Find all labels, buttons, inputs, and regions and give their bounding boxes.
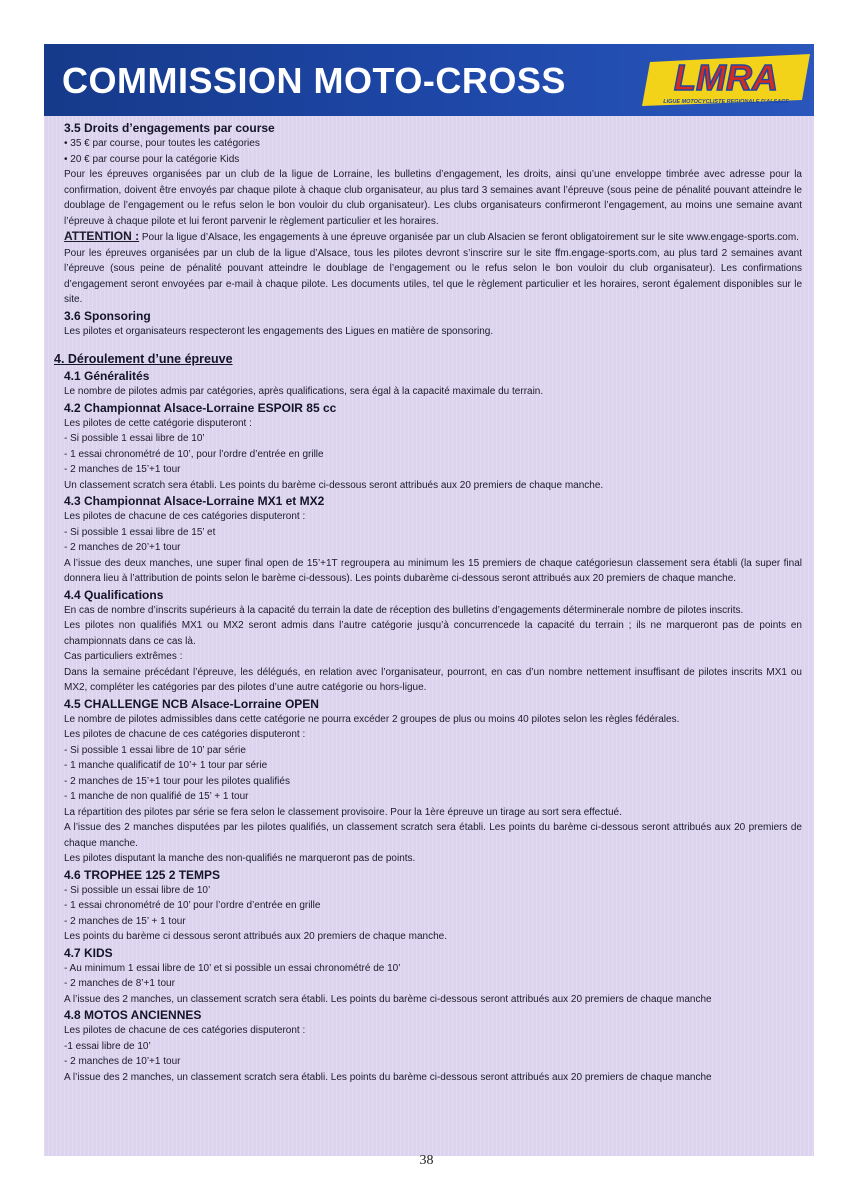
list-item: - Au minimum 1 essai libre de 10’ et si possible un essai chronométré de 10’ xyxy=(64,962,401,974)
anciennes-intro: Les pilotes de chacune de ces catégories disputeront : xyxy=(64,1025,306,1036)
section-4-1-title: 4.1 Généralités xyxy=(64,369,150,383)
open-paragraph-2: La répartition des pilotes par série se fera selon le classement provisoire. Pour la 1ère épreuve un tirage au sort sera effectué. xyxy=(64,806,622,818)
attention-paragraph xyxy=(64,229,802,246)
list-item: - 2 manches de 8’+1 tour xyxy=(64,978,175,989)
logo-subtitle: LIGUE MOTOCYCLISTE REGIONALE D'ALSACE xyxy=(663,99,789,105)
page-number: 38 xyxy=(419,1153,434,1168)
page-title: COMMISSION MOTO-CROSS xyxy=(62,60,566,101)
content-panel xyxy=(44,116,814,1156)
list-item: - Si possible 1 essai libre de 10’ par série xyxy=(64,744,246,756)
list-item: - 2 manches de 15’+1 tour pour les pilotes qualifiés xyxy=(64,775,290,787)
attention-text: Pour la ligue d’Alsace, les engagements à une épreuve organisée par un club Alsacien se feront obligatoirement sur le site www.engage-sports.com. xyxy=(139,232,799,243)
list-item: - 2 manches de 15’ + 1 tour xyxy=(64,915,186,927)
alsace-registration-paragraph: Pour les épreuves organisées par un club de la ligue d’Alsace, tous les pilotes devront s’inscrire sur le site ffm.engage-sports.com, au plus tard 2 semaines avant l’épreuve (sous peine de pénalité pouvant atteindre le doublage de l’engagement ou le refus selon le bon vouloir du club organisateur). Les confirmations d’engagement seront envoyées par e-mail à chaque pilote. Les documents utiles, tel que le règlement particulier et les horaires, seront également disponibles sur le site. xyxy=(64,247,802,305)
logo-text: LMRA xyxy=(674,57,778,98)
espoir-intro: Les pilotes de cette catégorie disputeront : xyxy=(64,417,252,429)
section-3-5-title: 3.5 Droits d’engagements par course xyxy=(64,121,275,135)
generalites-paragraph: Le nombre de pilotes admis par catégories, après qualifications, sera égal à la capacité maximale du terrain. xyxy=(64,386,544,397)
lorraine-registration-paragraph: Pour les épreuves organisées par un club de la ligue de Lorraine, les bulletins d’engagement, les droits, ainsi qu’une enveloppe timbrée avec adresse pour la confirmation, doivent être envoyés par chaque pilote à chaque club organisateur, au plus tard 3 semaines avant l’épreuve (sous peine de pénalité pouvant atteindre le doublage de l’engagement ou le refus selon le bon vouloir du club organisateur). Les clubs organisateurs confirmeront l’engagement, au moins une semaine avant l’épreuve à chaque pilote et lui feront parvenir le règlement particulier et les horaires. xyxy=(64,169,802,227)
header-banner xyxy=(44,44,814,116)
list-item: - 1 manche de non qualifié de 15’ + 1 tour xyxy=(64,791,249,802)
section-4-title: 4. Déroulement d’une épreuve xyxy=(54,352,233,366)
list-item: - 2 manches de 15’+1 tour xyxy=(64,464,181,475)
section-4-8-title: 4.8 MOTOS ANCIENNES xyxy=(64,1008,202,1022)
trophee-paragraph: Les points du barème ci dessous seront attribués aux 20 premiers de chaque manche. xyxy=(64,931,447,942)
attention-label: ATTENTION : xyxy=(64,229,140,243)
mx-intro: Les pilotes de chacune de ces catégories disputeront : xyxy=(64,511,306,522)
fee-bullet-kids: • 20 € par course pour la catégorie Kids xyxy=(64,153,240,165)
list-item: - Si possible un essai libre de 10’ xyxy=(64,884,211,896)
section-4-7-title: 4.7 KIDS xyxy=(64,945,113,960)
section-4-5-title: 4.5 CHALLENGE NCB Alsace-Lorraine OPEN xyxy=(64,696,319,711)
open-intro: Les pilotes de chacune de ces catégories disputeront : xyxy=(64,729,306,740)
qualifications-paragraph-3: Cas particuliers extrêmes : xyxy=(64,651,183,662)
lmra-logo xyxy=(642,50,812,110)
open-paragraph-4: Les pilotes disputant la manche des non-qualifiés ne marqueront pas de points. xyxy=(64,853,416,864)
qualifications-paragraph-2: Les pilotes non qualifiés MX1 ou MX2 seront admis dans l’autre catégorie jusqu’à concurrencede la capacité du terrain ; ils ne marqueront pas de points en championnats dans ce cas là. xyxy=(64,620,802,647)
kids-paragraph: A l’issue des 2 manches, un classement scratch sera établi. Les points du barème ci-dessous seront attribués aux 20 premiers de chaque manche xyxy=(64,993,712,1005)
sponsoring-paragraph: Les pilotes et organisateurs respecteront les engagements des Ligues en matière de sponsoring. xyxy=(64,325,494,337)
list-item: - Si possible 1 essai libre de 10’ xyxy=(64,433,205,444)
qualifications-paragraph-4: Dans la semaine précédant l’épreuve, les délégués, en relation avec l’organisateur, pourront, en cas d’un nombre nettement insuffisant de pilotes inscrits MX1 ou MX2, compléter les catégories par des pilotes d’une autre catégorie ou hors-ligue. xyxy=(64,666,802,693)
list-item: - Si possible 1 essai libre de 15’ et xyxy=(64,526,216,538)
open-paragraph-3: A l’issue des 2 manches disputées par les pilotes qualifiés, un classement scratch sera établi. Les points du barème ci-dessous seront attribués aux 20 premiers de chaque manche. xyxy=(64,822,802,849)
list-item: - 1 essai chronométré de 10’ pour l’ordre d’entrée en grille xyxy=(64,900,321,911)
mx-paragraph: A l’issue des deux manches, une super final open de 15’+1T regroupera au minimum les 15 premiers de chaque catégoriesun classement sera établi (la super final donnera lieu à l’attribution de points selon le barème ci-dessous). Les points dubarème ci-dessous seront attribués aux 20 premiers de chaque manche. xyxy=(64,557,802,584)
section-3-6-title: 3.6 Sponsoring xyxy=(64,308,151,323)
anciennes-paragraph: A l’issue des 2 manches, un classement scratch sera établi. Les points du barème ci-dessous seront attribués aux 20 premiers de chaque manche xyxy=(64,1071,712,1083)
section-4-4-title: 4.4 Qualifications xyxy=(64,587,164,602)
list-item: - 2 manches de 10’+1 tour xyxy=(64,1056,181,1067)
list-item: - 1 essai chronométré de 10’, pour l’ordre d’entrée en grille xyxy=(64,448,324,460)
section-4-3-title: 4.3 Championnat Alsace-Lorraine MX1 et MX2 xyxy=(64,494,325,508)
fee-bullet-all: • 35 € par course, pour toutes les catégories xyxy=(64,138,260,149)
section-4-2-title: 4.2 Championnat Alsace-Lorraine ESPOIR 85 cc xyxy=(64,400,337,415)
open-paragraph-1: Le nombre de pilotes admissibles dans cette catégorie ne pourra excéder 2 groupes de plus ou moins 40 pilotes selon les règles fédérales. xyxy=(64,713,680,725)
espoir-paragraph: Un classement scratch sera établi. Les points du barème ci-dessous seront attribués aux 20 premiers de chaque manche. xyxy=(64,479,604,491)
list-item: -1 essai libre de 10’ xyxy=(64,1040,151,1052)
list-item: - 2 manches de 20’+1 tour xyxy=(64,542,181,553)
list-item: - 1 manche qualificatif de 10’+ 1 tour par série xyxy=(64,760,268,771)
qualifications-paragraph-1: En cas de nombre d’inscrits supérieurs à la capacité du terrain la date de réception des bulletins d’engagements déterminerale nombre de pilotes inscrits. xyxy=(64,604,744,616)
section-4-6-title: 4.6 TROPHEE 125 2 TEMPS xyxy=(64,867,221,882)
